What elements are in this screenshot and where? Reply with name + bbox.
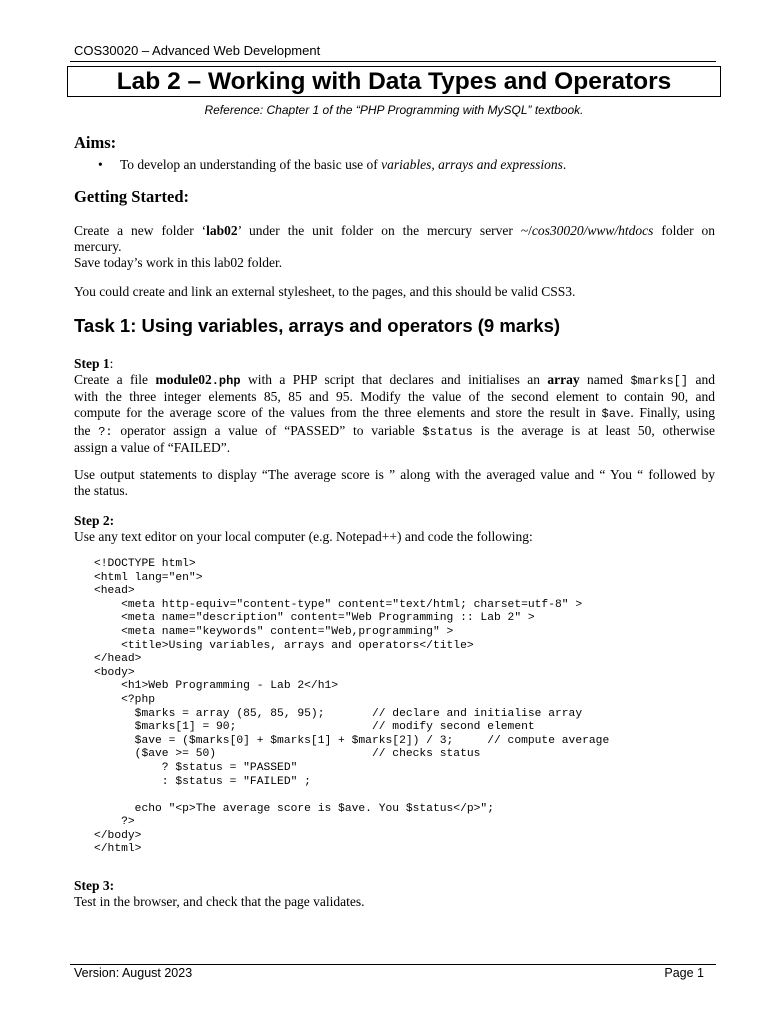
- step1-line-4: the ?: operator assign a value of “PASSED” to variable $status is the average is at least 50, otherwise: [74, 422, 716, 439]
- code-line: </html>: [94, 843, 142, 856]
- code-line: </body>: [94, 829, 142, 842]
- version-label: Version: August 2023: [74, 966, 193, 980]
- folder-name: lab02: [206, 223, 238, 238]
- bullet-marker: •: [98, 157, 103, 172]
- gs-line-3: Save today’s work in this lab02 folder.: [74, 255, 283, 271]
- code-line: <meta name="description" content="Web Programming :: Lab 2" >: [121, 612, 535, 625]
- step1-line-5: assign a value of “FAILED”.: [74, 439, 231, 455]
- code-line: : $status = "FAILED" ;: [161, 775, 311, 788]
- aims-heading: Aims:: [74, 133, 117, 152]
- step-1-label: Step 1:: [74, 356, 114, 371]
- code-line: echo "<p>The average score is $ave. You $status</p>";: [134, 802, 494, 815]
- footer-divider: [70, 964, 716, 965]
- aims-emphasis: variables, arrays and expressions: [381, 157, 563, 172]
- code-line: </head>: [94, 653, 142, 666]
- code-line: ($ave >= 50) // checks status: [134, 748, 481, 761]
- code-line: <!DOCTYPE html>: [94, 558, 196, 570]
- code-listing: [94, 558, 609, 857]
- gs-line-1: Create a new folder ‘lab02’ under the unit folder on the mercury server ~/cos30020/www/htdocs folder on: [74, 223, 715, 238]
- code-line: <meta name="keywords" content="Web,programming" >: [121, 625, 454, 638]
- code-line: <body>: [94, 666, 135, 679]
- code-line: <?php: [121, 693, 156, 706]
- running-header: COS30020 – Advanced Web Development: [74, 43, 321, 58]
- task-1-title: Task 1: Using variables, arrays and operators (9 marks): [74, 315, 561, 336]
- aims-bullet-item: [98, 157, 566, 173]
- reference-note: Reference: Chapter 1 of the “PHP Programming with MySQL” textbook.: [204, 103, 584, 117]
- server-path: cos30020/www/htdocs: [531, 223, 654, 238]
- getting-started-paragraph: [74, 223, 715, 272]
- code-line: <h1>Web Programming - Lab 2</h1>: [121, 680, 339, 693]
- step1-line-2: with the three integer elements 85, 85 and 95. Modify the value of the second element to contain 90, and: [74, 389, 715, 405]
- code-line: <title>Using variables, arrays and operators</title>: [121, 639, 474, 652]
- aims-text: To develop an understanding of the basic use of: [120, 157, 382, 172]
- code-line: $marks = array (85, 85, 95); // declare and initialise array: [134, 707, 583, 720]
- step1-line-1: Create a file module02.php with a PHP script that declares and initialises an array named $marks[] and: [74, 372, 715, 388]
- code-line: ?>: [121, 816, 135, 829]
- code-line: $marks[1] = 90; // modify second element: [134, 721, 535, 734]
- step1-line-3: compute for the average score of the values from the three elements and store the result in $ave. Finally, using: [74, 405, 716, 422]
- header-divider: [70, 61, 716, 62]
- page-number: Page 1: [664, 966, 704, 980]
- gs-line-2: mercury.: [74, 239, 122, 255]
- stylesheet-note: You could create and link an external stylesheet, to the pages, and this should be valid CSS3.: [74, 284, 576, 299]
- lab-title: Lab 2 – Working with Data Types and Operators: [67, 66, 721, 97]
- step-2-label: Step 2:: [74, 513, 115, 528]
- file-name: module02: [155, 372, 212, 387]
- step-1-paragraph: [74, 372, 715, 456]
- getting-started-heading: Getting Started:: [74, 187, 190, 206]
- step-3-text: Test in the browser, and check that the page validates.: [74, 894, 365, 909]
- code-line: <head>: [94, 585, 135, 598]
- code-line: <meta http-equiv="content-type" content="text/html; charset=utf-8" >: [121, 598, 583, 611]
- code-line: ? $status = "PASSED": [161, 761, 298, 774]
- aims-suffix: .: [562, 157, 567, 172]
- step-3-label: Step 3:: [74, 878, 115, 893]
- step-2-text: Use any text editor on your local computer (e.g. Notepad++) and code the following:: [74, 529, 533, 544]
- code-line: <html lang="en">: [94, 571, 203, 584]
- code-line: $ave = ($marks[0] + $marks[1] + $marks[2]) / 3; // compute average: [134, 734, 610, 747]
- marks-var: $marks[]: [630, 374, 689, 388]
- output-instructions: Use output statements to display “The average score is ” along with the averaged value and “ You “ followed by the status.: [74, 467, 715, 499]
